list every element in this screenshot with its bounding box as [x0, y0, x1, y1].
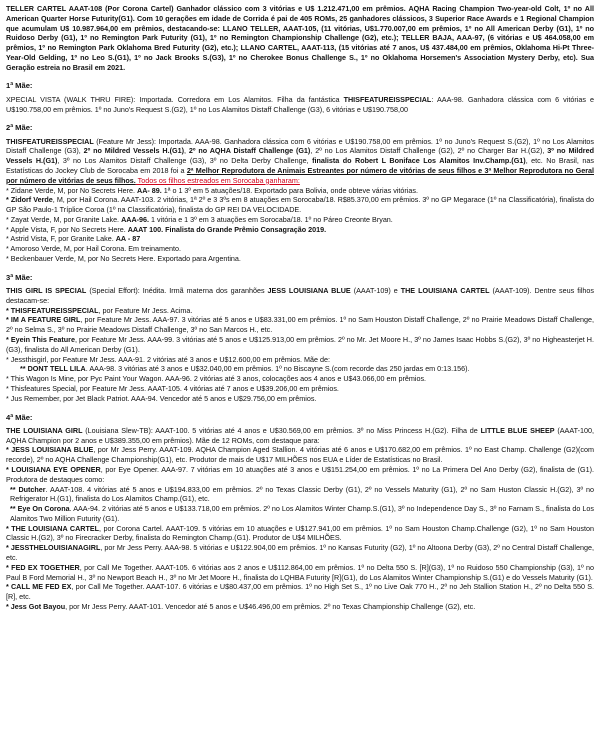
dam3-paragraph: THIS GIRL IS SPECIAL (Special Effort): Inédita. Irmã materna dos garanhões JESS LOUISIANA BLUE (AAAT-109) e THE LOUISIANA CARTEL (AAAT-109). Dentre seus filhos destacam-se:: [6, 286, 594, 305]
list-item: * This Wagon Is Mine, por Pyc Paint Your Wagon. AAA-96. 2 vitórias até 3 anos, colocações aos 4 anos e U$43.066,00 em prêmios.: [6, 374, 427, 384]
list-item: ** Eye On Corona. AAA-94. 2 vitórias até 5 anos e U$133.718,00 em prêmios. 2º no Los Alamitos Winter Champ.S.(G1), 3º no Independence Day S., 3º no Farnam S., finalista do Los Alamitos Two Million Futurity (G1).: [10, 504, 594, 523]
dam2-red-note: Todos os filhos estreados em Sorocaba ganharam:: [135, 175, 300, 185]
dam4-name: THE LOUISIANA GIRL: [6, 425, 83, 435]
list-item: * Jess Got Bayou, por Mr Jess Perry. AAAT-101. Vencedor até 5 anos e U$46.496,00 em prêmios. 2º no Texas Championship Challenge (G2), etc.: [6, 601, 476, 611]
dam1-text: XPECIAL VISTA (WALK THRU FIRE): Importada. Corredora em Los Alamitos. Filha da fantástica: [6, 94, 344, 104]
dam2-text: , 2º no Los Alamitos Distaff Challenge (G2), 2º no Charger Bar H.(G2),: [310, 146, 548, 156]
list-item: * JESSTHELOUISIANAGIRL, por Mr Jess Perry. AAA-98. 5 vitórias e U$122.904,00 em prêmios. 1º no Kansas Futurity (G2), 1º no Altoona Derby (G3), 2º no Central Distaff Challenge, etc.: [6, 543, 594, 562]
dam2-bold-2: 2º no AQHA Distaff Challenge (G1): [188, 146, 311, 156]
dam2-text: ,: [183, 146, 189, 156]
dam2-text: , 3º no Los Alamitos Distaff Challenge (G3), 3º no Delta Derby Challenge,: [57, 156, 313, 166]
list-item: * Zidane Verde, M, por No Secrets Here. AA- 89. 1ª o 1 3º em 5 atuações/18. Exportado para Bolivia, onde obteve várias vitórias.: [6, 185, 418, 195]
dam4-offspring-list: [6, 445, 594, 611]
list-item: * Eyein This Feature, por Feature Mr Jess. AAA-99. 3 vitórias até 5 anos e U$125.913,00 em prêmios. 2º no Mr. Jet Moore H., 3º no James Isaac Hobbs S.(G2), 3º no Higheasterjet H.(G3), finalista do All American Derby (G1).: [6, 335, 594, 354]
list-item: * Beckenbauer Verde, M, por No Secrets Here. Exportado para Argentina.: [6, 254, 241, 264]
list-item: * CALL ME FED EX, por Call Me Together. AAAT-107. 6 vitórias e U$80.437,00 em prêmios. 1º no High Set S., 1º no Live Oak 770 H., 2º no Jeh Stallion Station H., 2º no Delta 550 S.[R], etc.: [6, 582, 595, 602]
list-item: * Amoroso Verde, M, por Hail Corona. Em treinamento.: [6, 244, 181, 254]
list-item: * Apple Vista, F, por No Secrets Here. AAAT 100. Finalista do Grande Prêmio Consagração 2019.: [6, 224, 327, 234]
dam2-text: (Feature Mr Jess): Importada. AAA-98. Ganhadora clássica com 6 vitórias e U$190.758,00 em prêmios. 1º no Juno's Request S.(G2), 1º no Los Alamitos Distaff Challenge (G3),: [6, 136, 594, 156]
list-item: ** Dutcher. AAAT-108. 4 vitórias até 5 anos e U$194.833,00 em prêmios. 2º no Texas Classic Derby (G1), 2º no Vessels Maturity (G1), 2º no Sam Huston Classic H.(G2), 3º no Refrigerator H.(G1), finalista do Los Alamitos Champ.(G1), etc.: [10, 484, 594, 504]
dam3-section: [6, 273, 594, 404]
dam2-bold-3: 3º no Mildred Vessels H.(G1): [6, 146, 594, 166]
list-item: * JESS LOUISIANA BLUE, por Mr Jess Perry. AAAT-109. AQHA Champion Aged Stallion. 4 vitórias até 6 anos e U$170.682,00 em prêmios. 1º no East Champ. Challenge (G2)(com recorde), 2º no AQHA Challenge Championship(G1), etc. Produtor de mais de U$17 MILHÕES nos EUA e Líder de Estatísticas no Brasil.: [6, 445, 595, 465]
list-item: * Astrid Vista, F, por Granite Lake. AA - 87: [6, 234, 141, 244]
dam1-text2: : AAA-98. Ganhadora clássica com 6 vitórias e U$190.758,00 em prêmios. 1º no Juno's Request S.(G2), 1º no Los Alamitos Distaff Challenge (G3), 6 vitórias e U$190.758,00: [6, 94, 594, 114]
list-item: * Thisfeatures Special, por Feature Mr Jess. AAAT-105. 4 vitórias até 7 anos e U$39.206,00 em prêmios.: [6, 383, 339, 393]
dam3-heading: 3ª Mãe:: [6, 272, 33, 282]
dam2-section: [6, 123, 594, 263]
list-item: * Zayat Verde, M, por Granite Lake. AAA-96. 1 vitória e 1 3º em 3 atuações em Sorocaba/18. 1º no Páreo Creonte Bryan.: [6, 214, 393, 224]
dam2-offspring-list: [6, 186, 594, 264]
dam3-offspring-list: [6, 306, 594, 404]
intro-paragraph: [6, 4, 594, 72]
dam4-paragraph: THE LOUISIANA GIRL (Louisiana Slew-TB): AAAT-100. 5 vitórias até 4 anos e U$30.569,00 em prêmios. 3º no Miss Princess H.(G2). Filha de LITTLE BLUE SHEEP (AAAT-100, AQHA Champion por 2 anos e U$389.355,00 em prêmios). Mãe de 12 ROMs, com destaque para:: [6, 425, 594, 445]
list-item: * Jessthisgirl, por Feature Mr Jess. AAA-91. 2 vitórias até 3 anos e U$12.600,00 em prêmios. Mãe de:: [6, 354, 330, 364]
list-item: * FED EX TOGETHER, por Call Me Together. AAAT-105. 6 vitórias aos 2 anos e U$112.864,00 em prêmios. 1º no Delta 550 S. [R](G3), 1º no Ruidoso 550 Championship (G3), 1º no Paul B Ford Memorial H., 3º no Newport Beach H., 3º no Mr Jet Moore H., finalista do LQHBA Futurity [R](G1), do Los Alamitos Winter Championship S.(G1) e do Vessels Maturity (G1).: [6, 562, 595, 582]
list-item: * THE LOUISIANA CARTEL, por Corona Cartel. AAAT-109. 5 vitórias em 10 atuações e U$127.941,00 em prêmios. 1º no Sam Houston Champ.Challenge (G2), 1º no Sam Houston Classic H.(G2), 3º no Firecracker Derby, finalista do Remington Champ.(G1). Produtor de U$4 MILHÕES.: [6, 523, 594, 543]
dam2-name: THISFEATUREISSPECIAL: [6, 136, 94, 146]
list-item: * THISFEATUREISSPECIAL, por Feature Mr Jess. Acima.: [6, 305, 193, 315]
dam2-text: , etc. No Brasil, nas Estatísticas do Jockey Club de Sorocaba em 2018 foi a: [6, 156, 594, 175]
dam2-paragraph: [6, 137, 594, 186]
list-item: ** DONT TELL LILA. AAA-98. 3 vitórias até 3 anos e U$32.040,00 em prêmios. 1º no Biscayne S.(com recorde das 250 jardas em 0:13.156).: [20, 364, 470, 374]
list-item: * LOUISIANA EYE OPENER, por Eye Opener. AAA-97. 7 vitórias em 10 atuações até 3 anos e U$151.254,00 em prêmios. 1º no La Primera Del Ano Derby (G2), finalista de (G1). Produtora de destaques como:: [6, 464, 594, 484]
list-item: * IM A FEATURE GIRL, por Feature Mr Jess. AAA-97. 3 vitórias até 5 anos e U$83.331,00 em prêmios. 1º no Sam Houston Distaff Challenge, 2º no Prairie Meadows Distaff Challenge, 2º no Selma S., 3º no Prairie Meadows Distaff Challenge, 3º no San Marcos H., etc.: [6, 315, 595, 335]
dam1-paragraph: [6, 95, 594, 115]
dam2-bold-5: 2ª Melhor Reprodutora de Animais Estreantes por número de vitórias de seus filhos e 3ª Melhor Reprodutora no Geral por número de vitórias de seus filhos.: [6, 166, 594, 185]
dam2-bold-4: finalista do Robert L Boniface Los Alamitos Inv.Champ.(G1): [312, 156, 526, 166]
dam2-bold-1: 2º no Mildred Vessels H.(G1): [83, 146, 184, 156]
intro-text: TELLER CARTEL AAAT-108 (Por Corona Cartel) Ganhador clássico com 3 vitórias e U$ 1.212.471,00 em prêmios. AQHA Racing Champion Two-year-old Colt, 1º no All American Quarter Horse Futurity(G1). Com 10 gerações em idade de Corrida é pai de 405 ROMs, 25 ganhadores clássicos, 3 Superior Race Awards e 1 Regional Champion que acumulam U$ 10.987.964,00 em prêmios, destacando-se: LLANO TELLER, AAAT-105, (11 vitórias, U$1.770.007,00 em prêmios, 1º no All American Derby (G1), 1º no Ruidoso Derby (G1), 1º no Remington Park Futurity (G1), 1º no Remington Championship Challenge (G2), etc.); TELLER BAJA, AAA-97, (6 vitórias e U$ 464.058,00 em prêmios, 1º no Remington Park Oklahoma Bred Futurity (G2), etc.); LLANO CARTEL, AAAT-113, (15 vitórias até 7 anos, U$ 437.484,00 em prêmios, Oklahoma Hi-Pt Three-Year-Old Gelding, 1º no Leo S.(G1), 1º no Jack Brooks S.(G3), 1º no Cherokee Bonus Challenge S., 1º no Oklahoma Horsemen's Association Mystery Derby, etc). Sua Geração estreia no Brasil em 2021.: [6, 4, 594, 72]
list-item: * Zidorf Verde, M, por Hail Corona. AAAT-103. 2 vitórias, 1ª 2º e 3 3ºs em 8 atuações em Sorocaba/18. R$85.370,00 em prêmios. 3º no GP Megarace (1º na Classificatória), finalista do GP São Paulo-1 Tríplice Coroa (1º na Classificatória), finalista do GP REI DA VELOCIDADE.: [6, 195, 594, 215]
dam4-section: [6, 413, 594, 612]
dam4-heading: 4ª Mãe:: [6, 412, 33, 422]
dam1-bold-name: THISFEATUREISSPECIAL: [343, 94, 432, 104]
dam2-heading: 2ª Mãe:: [6, 123, 33, 133]
dam1-section: [6, 81, 594, 114]
list-item: * Jus Remember, por Jet Black Patriot. AAA-94. Vencedor até 5 anos e U$29.756,00 em prêmios.: [6, 393, 317, 403]
dam1-heading: 1ª Mãe:: [6, 81, 33, 91]
dam3-name: THIS GIRL IS SPECIAL: [6, 286, 87, 296]
